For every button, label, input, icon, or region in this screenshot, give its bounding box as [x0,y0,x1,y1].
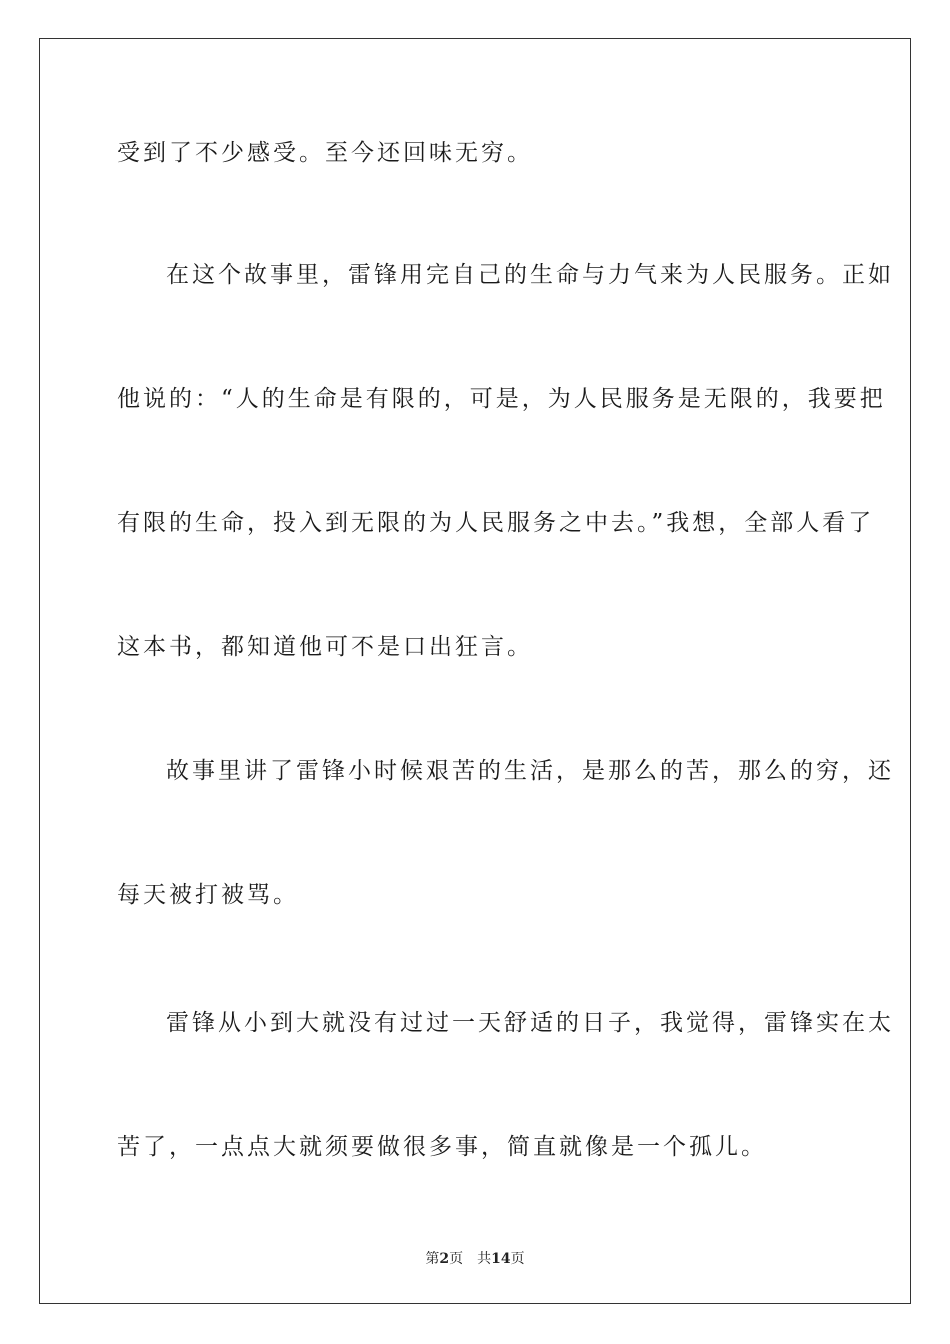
page-border [39,38,911,1304]
text-line-3: 他说的：“人的生命是有限的，可是，为人民服务是无限的，我要把 [117,386,886,412]
text-line-1: 受到了不少感受。至今还回味无穷。 [117,140,533,166]
page-total: 14 [491,1251,511,1267]
total-suffix: 页 [510,1251,525,1267]
text-line-5: 这本书，都知道他可不是口出狂言。 [117,634,533,660]
text-line-8: 雷锋从小到大就没有过过一天舒适的日子，我觉得，雷锋实在太 [166,1010,894,1036]
page-suffix: 页 [449,1251,464,1267]
text-line-4: 有限的生命，投入到无限的为人民服务之中去。”我想，全部人看了 [117,510,875,536]
text-line-7: 每天被打被骂。 [117,882,299,908]
page-prefix: 第 [425,1251,440,1267]
text-line-9: 苦了，一点点大就须要做很多事，简直就像是一个孤儿。 [117,1134,767,1160]
page-current: 2 [439,1251,450,1267]
total-prefix: 共 [477,1251,492,1267]
text-line-2: 在这个故事里，雷锋用完自己的生命与力气来为人民服务。正如 [166,262,894,288]
page-footer [0,1248,950,1268]
text-line-6: 故事里讲了雷锋小时候艰苦的生活，是那么的苦，那么的穷，还 [166,758,894,784]
